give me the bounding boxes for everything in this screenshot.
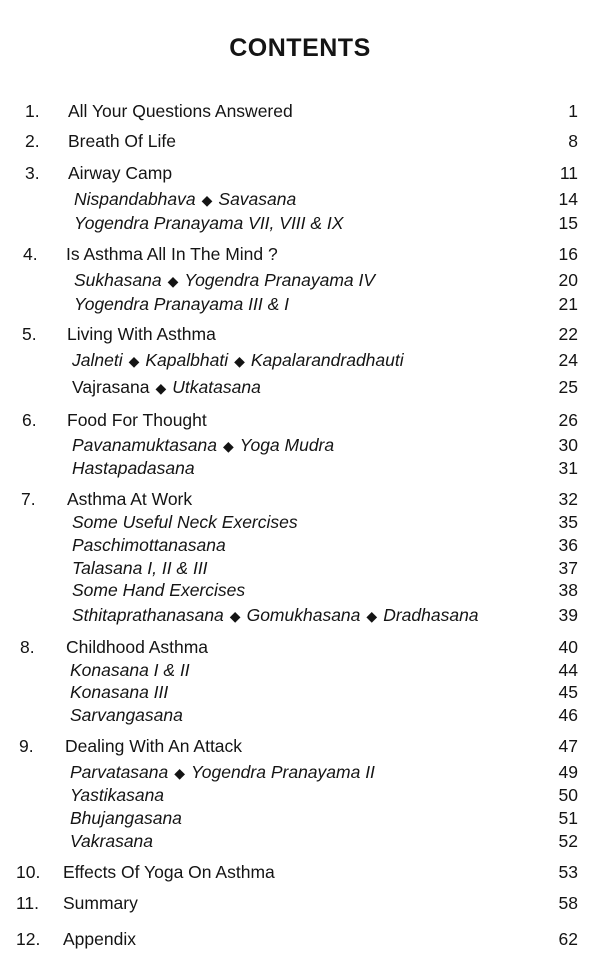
subentry-title xyxy=(72,433,334,458)
toc-subentry xyxy=(0,348,600,372)
page-number: 22 xyxy=(558,324,578,344)
diamond-bullet-icon: ◆ xyxy=(128,353,140,369)
subentry-part: Sukhasana xyxy=(74,270,162,290)
toc-chapter xyxy=(0,99,600,123)
page-number: 51 xyxy=(558,808,578,828)
subentry-title xyxy=(72,510,298,534)
diamond-bullet-icon: ◆ xyxy=(167,273,179,289)
chapter-title: Breath Of Life xyxy=(68,131,176,151)
toc-subentry xyxy=(0,510,600,534)
page-number: 24 xyxy=(558,350,578,370)
chapter-number: 3. xyxy=(25,163,40,183)
subentry-part: Utkatasana xyxy=(172,377,261,397)
subentry-title xyxy=(72,348,404,373)
chapter-number: 9. xyxy=(19,736,34,756)
page-number: 53 xyxy=(558,862,578,882)
toc-chapter xyxy=(0,242,600,266)
subentry-title xyxy=(70,829,153,853)
chapter-title: Dealing With An Attack xyxy=(65,736,243,756)
chapter-title: Effects Of Yoga On Asthma xyxy=(63,862,275,882)
subentry-title xyxy=(70,680,168,704)
chapter-number: 2. xyxy=(25,131,40,151)
chapter-number: 1. xyxy=(25,101,40,121)
page-number: 39 xyxy=(558,605,578,625)
subentry-title xyxy=(72,556,208,580)
subentry-part: Dradhasana xyxy=(383,605,479,625)
page-number: 30 xyxy=(558,435,578,455)
subentry-title xyxy=(72,375,261,400)
toc-subentry xyxy=(0,760,600,784)
toc-chapter xyxy=(0,161,600,185)
page-number: 50 xyxy=(558,785,578,805)
subentry-part: Some Hand Exercises xyxy=(72,580,246,600)
toc-subentry xyxy=(0,783,600,807)
toc-subentry xyxy=(0,578,600,602)
toc-subentry xyxy=(0,829,600,853)
subentry-part: Yogendra Pranayama VII, VIII & IX xyxy=(74,213,344,233)
subentry-part: Sarvangasana xyxy=(70,705,183,725)
diamond-bullet-icon: ◆ xyxy=(234,353,245,369)
subentry-part: Yogendra Pranayama II xyxy=(191,762,375,782)
subentry-part: Kapalarandradhauti xyxy=(250,350,404,370)
subentry-part: Konasana I & II xyxy=(70,660,190,680)
subentry-part: Yastikasana xyxy=(70,785,165,805)
chapter-number: 12. xyxy=(16,929,41,949)
toc-subentry xyxy=(0,806,600,830)
toc-chapter xyxy=(0,408,600,432)
subentry-part: Konasana III xyxy=(70,682,169,702)
page-number: 14 xyxy=(558,189,578,209)
chapter-title: Summary xyxy=(63,893,138,913)
page-number: 26 xyxy=(558,410,578,430)
chapter-title: All Your Questions Answered xyxy=(68,101,293,121)
chapter-title: Food For Thought xyxy=(67,410,207,430)
chapter-number: 10. xyxy=(16,862,41,882)
page-number: 38 xyxy=(558,580,578,600)
chapter-number: 11. xyxy=(16,893,40,913)
subentry-part: Vakrasana xyxy=(70,831,154,851)
diamond-bullet-icon: ◆ xyxy=(155,380,167,396)
chapter-number: 8. xyxy=(20,637,35,657)
page-number: 16 xyxy=(558,244,578,264)
subentry-part: Yoga Mudra xyxy=(239,435,335,455)
page-number: 20 xyxy=(558,270,578,290)
page-number: 35 xyxy=(558,512,578,532)
diamond-bullet-icon: ◆ xyxy=(366,608,378,624)
subentry-part: Some Useful Neck Exercises xyxy=(72,512,298,532)
page-number: 32 xyxy=(558,489,578,509)
subentry-part: Sthitaprathanasana xyxy=(72,605,224,625)
toc-chapter xyxy=(0,734,600,758)
toc-subentry xyxy=(0,603,600,627)
subentry-title xyxy=(72,533,226,557)
diamond-bullet-icon: ◆ xyxy=(229,608,241,624)
toc-subentry xyxy=(0,268,600,292)
subentry-part: Kapalbhati xyxy=(145,350,229,370)
toc-subentry xyxy=(0,556,600,580)
subentry-part: Hastapadasana xyxy=(72,458,195,478)
subentry-title xyxy=(72,456,195,480)
toc-chapter xyxy=(0,860,600,884)
page-number: 21 xyxy=(558,294,578,314)
chapter-number: 7. xyxy=(21,489,36,509)
chapter-number: 6. xyxy=(22,410,37,430)
toc-subentry xyxy=(0,375,600,399)
subentry-part: Nispandabhava xyxy=(74,189,196,209)
page-number: 37 xyxy=(558,558,578,578)
subentry-part: Gomukhasana xyxy=(246,605,361,625)
page-number: 45 xyxy=(558,682,578,702)
diamond-bullet-icon: ◆ xyxy=(174,765,186,781)
subentry-title xyxy=(70,658,190,682)
subentry-title xyxy=(70,806,182,830)
page-number: 46 xyxy=(558,705,578,725)
page-number: 11 xyxy=(559,163,578,183)
page-number: 8 xyxy=(568,131,578,151)
page-number: 31 xyxy=(558,458,578,478)
subentry-part: Savasana xyxy=(218,189,297,209)
subentry-part: Talasana I, II & III xyxy=(72,558,208,578)
toc-subentry xyxy=(0,292,600,316)
page-number: 52 xyxy=(558,831,578,851)
subentry-title xyxy=(72,603,479,628)
toc-chapter xyxy=(0,927,600,951)
subentry-part: Parvatasana xyxy=(70,762,169,782)
toc-chapter xyxy=(0,891,600,915)
toc-subentry xyxy=(0,703,600,727)
toc-subentry xyxy=(0,658,600,682)
toc-subentry xyxy=(0,533,600,557)
chapter-title: Appendix xyxy=(63,929,136,949)
diamond-bullet-icon: ◆ xyxy=(201,192,213,208)
subentry-title xyxy=(74,292,289,316)
toc-subentry xyxy=(0,456,600,480)
subentry-part: Yogendra Pranayama IV xyxy=(184,270,376,290)
page-number: 47 xyxy=(558,736,578,756)
toc-chapter xyxy=(0,129,600,153)
page-number: 36 xyxy=(558,535,578,555)
page-number: 49 xyxy=(558,762,578,782)
page-number: 44 xyxy=(558,660,578,680)
chapter-title: Airway Camp xyxy=(68,163,173,183)
subentry-title xyxy=(74,187,296,212)
subentry-title xyxy=(72,578,245,602)
diamond-bullet-icon: ◆ xyxy=(222,438,234,454)
page-number: 58 xyxy=(558,893,578,913)
subentry-title xyxy=(74,268,375,293)
chapter-title: Is Asthma All In The Mind ? xyxy=(66,244,278,264)
subentry-part: Jalneti xyxy=(72,350,123,370)
page-number: 25 xyxy=(558,377,578,397)
toc-subentry xyxy=(0,433,600,457)
toc-chapter xyxy=(0,322,600,346)
page-title: CONTENTS xyxy=(229,34,371,62)
subentry-title xyxy=(74,211,343,235)
page-number: 1 xyxy=(568,101,578,121)
subentry-part: Bhujangasana xyxy=(70,808,182,828)
chapter-number: 4. xyxy=(23,244,38,264)
toc-subentry xyxy=(0,211,600,235)
page-number: 40 xyxy=(558,637,578,657)
toc-subentry xyxy=(0,680,600,704)
subentry-part: Paschimottanasana xyxy=(72,535,226,555)
subentry-title xyxy=(70,760,375,785)
chapter-title: Living With Asthma xyxy=(67,324,216,344)
subentry-title xyxy=(70,783,164,807)
chapter-number: 5. xyxy=(22,324,37,344)
chapter-title: Asthma At Work xyxy=(67,489,193,509)
subentry-part: Pavanamuktasana xyxy=(72,435,217,455)
page-number: 15 xyxy=(558,213,578,233)
subentry-title xyxy=(70,703,183,727)
chapter-title: Childhood Asthma xyxy=(66,637,209,657)
subentry-part: Vajrasana xyxy=(72,377,150,397)
subentry-part: Yogendra Pranayama III & I xyxy=(74,294,289,314)
toc-subentry xyxy=(0,187,600,211)
toc-chapter xyxy=(0,487,600,511)
toc-chapter xyxy=(0,635,600,659)
page-number: 62 xyxy=(558,929,578,949)
